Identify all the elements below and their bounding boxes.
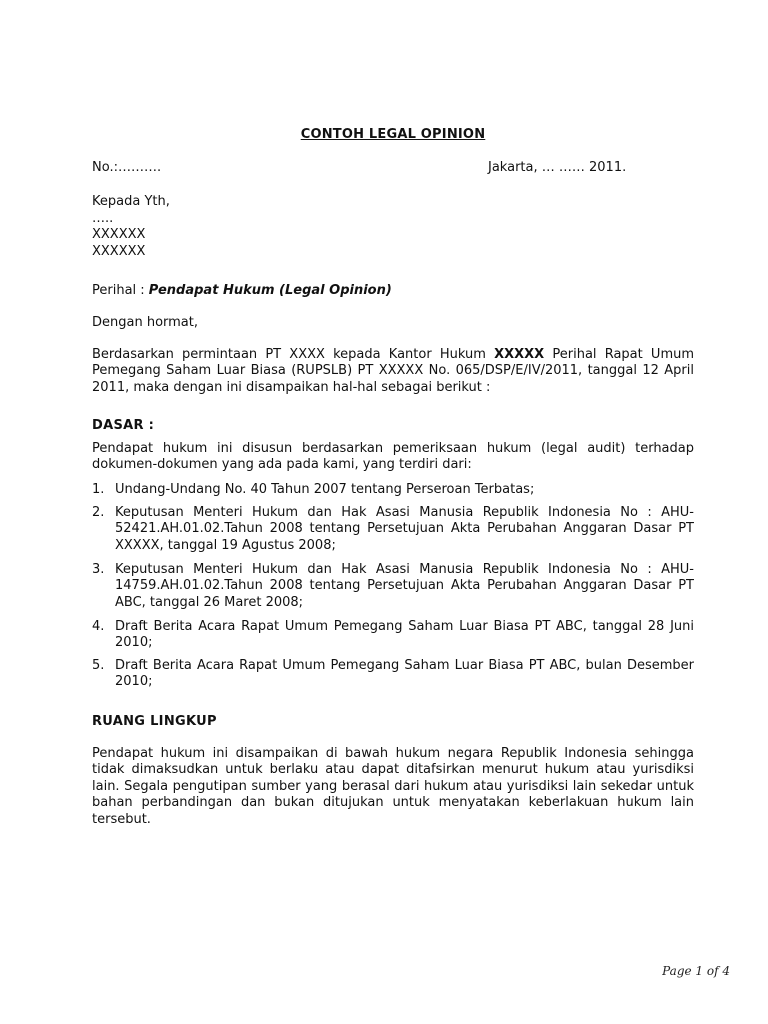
list-item [92, 619, 694, 652]
greeting: Dengan hormat, [92, 315, 199, 330]
addressee-salutation: Kepada Yth, [92, 194, 170, 209]
subject-value: Pendapat Hukum (Legal Opinion) [148, 283, 392, 298]
intro-firm-name: XXXXX [494, 347, 545, 362]
document-title: CONTOH LEGAL OPINION [300, 127, 486, 142]
list-item-text: Keputusan Menteri Hukum dan Hak Asasi Manusia Republik Indonesia No : AHU-52421.AH.01.02.Tahun 2008 tentang Persetujuan Akta Perubahan Anggaran Dasar PT XXXXX, tanggal 19 Agustus 2008; [115, 505, 694, 553]
subject-label: Perihal : [92, 283, 149, 298]
intro-part-1: Berdasarkan permintaan PT XXXX kepada Kantor Hukum [92, 347, 495, 362]
list-item [92, 482, 694, 498]
ruang-lingkup-heading: RUANG LINGKUP [92, 714, 217, 729]
intro-paragraph [92, 347, 694, 396]
ruang-lingkup-paragraph: Pendapat hukum ini disampaikan di bawah hukum negara Republik Indonesia sehingga tidak dimaksudkan untuk berlaku atau dapat ditafsirkan menurut hukum atau yurisdiksi lain. Segala pengutipan sumber yang berasal dari hukum atau yurisdiksi lain sekedar untuk bahan perbandingan dan bukan ditujukan untuk menyatakan keberlakuan hukum lain tersebut. [92, 746, 694, 827]
list-item-number: 1. [92, 482, 105, 497]
letter-number: No.:………. [92, 160, 162, 175]
list-item-number: 4. [92, 619, 105, 634]
addressee-line-3: XXXXXX [92, 244, 146, 259]
place-date: Jakarta, … …… 2011. [488, 160, 627, 175]
intro-part-2: Perihal Rapat Umum Pemegang Saham Luar Biasa (RUPSLB) PT XXXXX No. 065/DSP/E/IV/2011, tanggal 12 April 2011, maka dengan ini disampaikan hal-hal sebagai berikut : [92, 347, 695, 395]
addressee-line-1: ….. [92, 211, 114, 226]
list-item [92, 505, 694, 554]
list-item-number: 3. [92, 562, 105, 577]
list-item [92, 562, 694, 611]
list-item-text: Keputusan Menteri Hukum dan Hak Asasi Manusia Republik Indonesia No : AHU-14759.AH.01.02.Tahun 2008 tentang Persetujuan Akta Perubahan Anggaran Dasar PT ABC, tanggal 26 Maret 2008; [115, 562, 694, 610]
list-item-text: Draft Berita Acara Rapat Umum Pemegang Saham Luar Biasa PT ABC, tanggal 28 Juni 2010; [115, 619, 694, 651]
list-item-number: 5. [92, 658, 105, 673]
list-item-text: Draft Berita Acara Rapat Umum Pemegang Saham Luar Biasa PT ABC, bulan Desember 2010; [115, 658, 694, 690]
page-number-footer: Page 1 of 4 [662, 964, 730, 978]
list-item [92, 658, 694, 691]
list-item-text: Undang-Undang No. 40 Tahun 2007 tentang Perseroan Terbatas; [115, 482, 535, 497]
addressee-line-2: XXXXXX [92, 227, 146, 242]
list-item-number: 2. [92, 505, 105, 520]
dasar-heading: DASAR : [92, 418, 155, 433]
dasar-intro: Pendapat hukum ini disusun berdasarkan pemeriksaan hukum (legal audit) terhadap dokumen-dokumen yang ada pada kami, yang terdiri dari: [92, 441, 694, 473]
subject-line [92, 283, 392, 299]
